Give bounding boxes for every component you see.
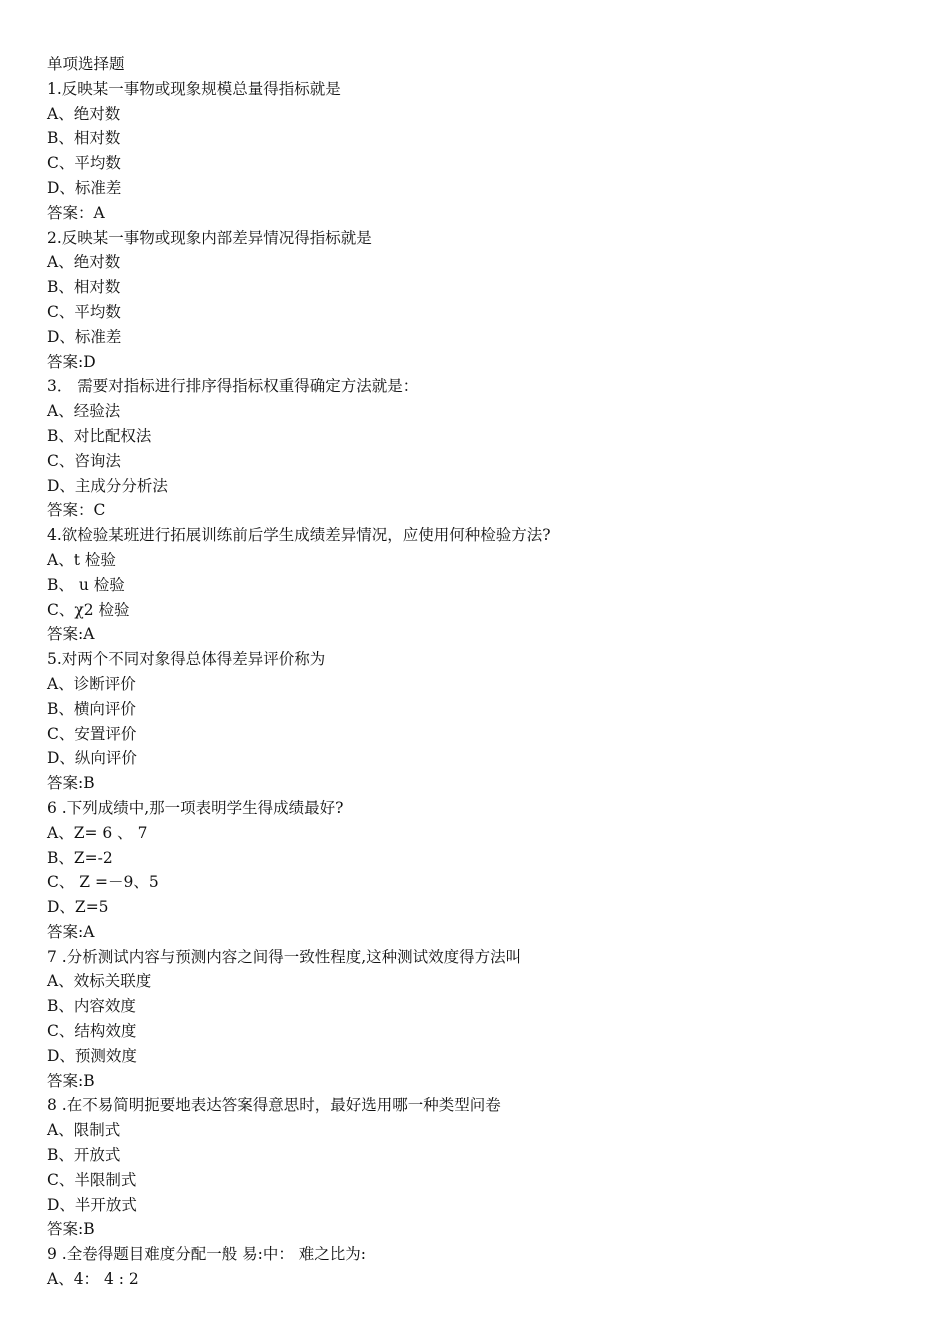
- option-line: A、绝对数: [47, 104, 121, 123]
- answer-line: 答案:A: [47, 922, 95, 941]
- option-line: D、Z=5: [47, 898, 109, 917]
- option-line: D、标准差: [47, 327, 122, 346]
- option-line: B、 u 检验: [47, 575, 125, 594]
- option-line: C、 Z =－9、5: [47, 873, 159, 892]
- question-text: 7 .分析测试内容与预测内容之间得一致性程度,这种测试效度得方法叫: [47, 947, 522, 966]
- option-line: D、纵向评价: [47, 749, 137, 768]
- option-line: B、横向评价: [47, 699, 136, 718]
- option-line: A、4： 4 : 2: [47, 1270, 139, 1289]
- option-line: C、χ2 检验: [47, 600, 130, 619]
- option-line: C、平均数: [47, 154, 121, 173]
- question-text: 2.反映某一事物或现象内部差异情况得指标就是: [47, 228, 372, 247]
- option-line: A、诊断评价: [47, 674, 136, 693]
- option-line: C、平均数: [47, 302, 121, 321]
- option-line: D、标准差: [47, 178, 122, 197]
- question-text: 4.欲检验某班进行拓展训练前后学生成绩差异情况，应使用何种检验方法?: [47, 526, 551, 545]
- option-line: B、内容效度: [47, 997, 136, 1016]
- answer-line: 答案:D: [47, 352, 96, 371]
- answer-line: 答案：C: [47, 501, 106, 520]
- answer-line: 答案：A: [47, 203, 105, 222]
- option-line: D、预测效度: [47, 1046, 137, 1065]
- option-line: A、限制式: [47, 1121, 121, 1140]
- option-line: B、开放式: [47, 1146, 121, 1165]
- document-body: [47, 52, 907, 1292]
- option-line: B、相对数: [47, 129, 121, 148]
- question-text: 1.反映某一事物或现象规模总量得指标就是: [47, 79, 341, 98]
- question-text: 8 .在不易简明扼要地表达答案得意思时，最好选用哪一种类型问卷: [47, 1096, 501, 1115]
- option-line: A、Z= 6 、 7: [47, 823, 148, 842]
- answer-line: 答案:B: [47, 1071, 95, 1090]
- section-heading: 单项选择题: [47, 55, 125, 73]
- option-line: B、对比配权法: [47, 426, 152, 445]
- answer-line: 答案:B: [47, 774, 95, 793]
- question-text: 3． 需要对指标进行排序得指标权重得确定方法就是：: [47, 377, 419, 396]
- answer-line: 答案:A: [47, 625, 95, 644]
- option-line: A、经验法: [47, 402, 121, 421]
- option-line: A、t 检验: [47, 550, 116, 569]
- option-line: A、效标关联度: [47, 972, 152, 991]
- option-line: D、主成分分析法: [47, 476, 168, 495]
- option-line: C、结构效度: [47, 1022, 137, 1041]
- option-line: D、半开放式: [47, 1195, 137, 1214]
- option-line: B、相对数: [47, 278, 121, 297]
- question-text: 5.对两个不同对象得总体得差异评价称为: [47, 650, 326, 669]
- option-line: C、咨询法: [47, 451, 121, 470]
- question-text: 6 .下列成绩中,那一项表明学生得成绩最好?: [47, 798, 344, 817]
- answer-line: 答案:B: [47, 1220, 95, 1239]
- option-line: B、Z=-2: [47, 848, 113, 867]
- option-line: A、绝对数: [47, 253, 121, 272]
- option-line: C、半限制式: [47, 1170, 137, 1189]
- question-text: 9 .全卷得题目难度分配一般 易:中： 难之比为:: [47, 1245, 367, 1264]
- option-line: C、安置评价: [47, 724, 137, 743]
